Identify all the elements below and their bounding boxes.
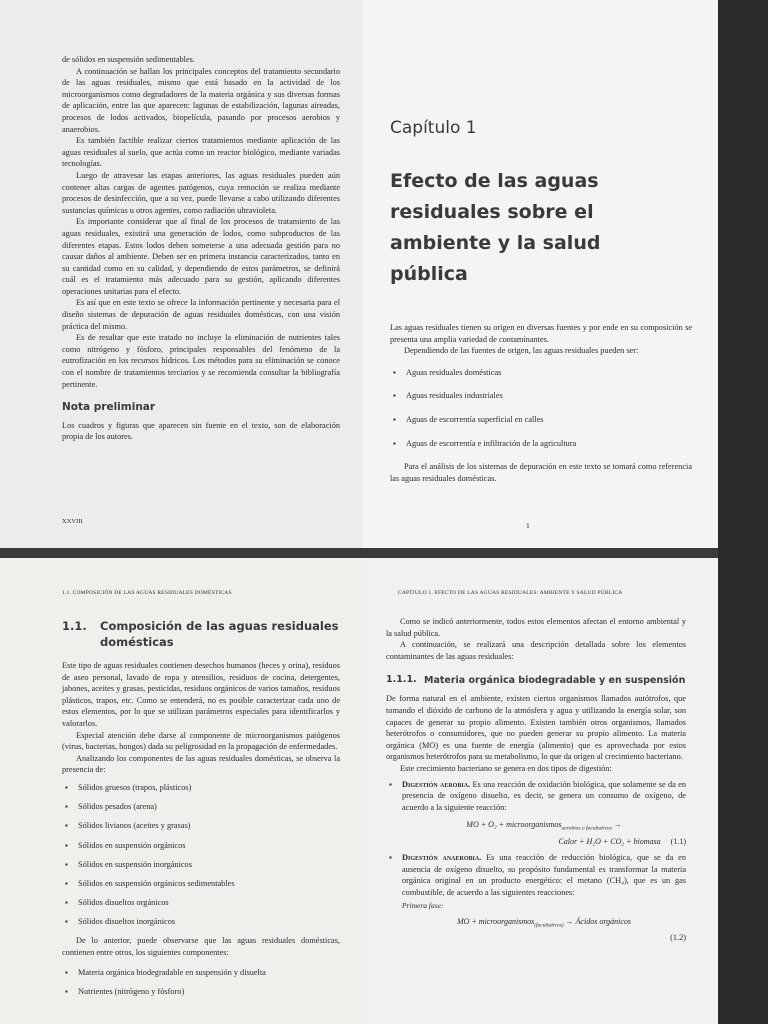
body-text [386,616,686,944]
equation: MO + microorganismos$_{(facultativos)}$ → Ácidos orgánicos [456,917,632,929]
equation-lhs: MO + microorganismos [456,917,535,927]
page-number: 1 [526,521,530,530]
list-item: ▪ Sólidos disueltos orgánicos [62,897,340,909]
list-item [386,852,686,944]
paragraph: de sólidos en suspensión sedimentables. [62,55,195,64]
bullet-list [386,779,686,944]
section-number: 1.1. [62,619,87,633]
bullet-list [62,782,340,928]
term-text: Es una reacción de reducción biológica, que se da en ausencia de oxígeno disuelto, su propósito fundamental es transformar la materia orgánica original en un producto energético: el metano (CH₄), que es un gas combustible, de acuerdo a las siguientes reacciones: [402,853,686,897]
list-item: ▪ Aguas residuales domésticas [390,367,692,379]
paragraph: Como se indicó anteriormente, todos estos elementos afectan el entorno ambiental y la salud pública. [386,617,686,638]
body-text [62,54,340,443]
page-bottom-right [362,558,718,1024]
subsection-title: Materia orgánica biodegradable y en suspensión [424,675,686,687]
body-text [62,660,340,997]
paragraph: A continuación se hallan los principales conceptos del tratamiento secundario de las aguas residuales, mismo que está basado en la actividad de los microorganismos como degradadores de la materia orgánica y sus diversas formas de aplicación, entre las que aparecen: lagunas de estabilización, lagunas aireadas, procesos de lodos activados, biopelícula, pasando por procesos aerobios y anaerobios. [62,66,340,134]
scan-edge [718,0,768,1024]
section-title: Composición de las aguas residuales domésticas [100,619,339,649]
list-item: ▪ Sólidos pesados (arena) [62,801,340,813]
list-item: ▪ Sólidos en suspensión orgánicos sedimentables [62,878,340,890]
list-item: ▪ Sólidos disueltos inorgánicos [62,916,340,928]
list-item: ▪ Materia orgánica biodegradable en suspensión y disuelta [62,967,340,979]
paragraph: A continuación, se realizará una descripción detallada sobre los elementos contaminantes de las aguas residuales: [386,640,686,661]
paragraph: Los cuadros y figuras que aparecen sin fuente en el texto, son de elaboración propia de los autores. [62,420,340,442]
equation-rhs: Ácidos orgánicos [575,917,632,927]
subsection-number: 1.1.1. [386,674,417,686]
paragraph: Es de resaltar que este tratado no incluye la eliminación de nutrientes tales como nitrógeno y fósforo, principales responsables del fenómeno de la eutrofización en los recursos hídricos. Los métodos para su eliminación se conoce con el nombre de tratamientos terciarios y se recomienda consultar la bibliografía pertinente. [62,333,340,389]
term-label: Digestión anaerobia. [402,853,482,863]
page-bottom-left [0,558,362,1024]
page-number: XXVIII [62,518,83,525]
equation-number: (1.2) [670,933,686,943]
equation-subscript: (facultativos) [534,922,564,929]
list-item: ▪ Sólidos en suspensión inorgánicos [62,859,340,871]
paragraph: Este tipo de aguas residuales contienen desechos humanos (heces y orina), residuos de aseo personal, lavado de ropa y utensilios, residuos de cocina, detergentes, jabones, aceites y grasas, pesticidas, residuos orgánicos de varios tamaños, residuos plásticos, trapos, etc. Como se entenderá, no es posible caracterizar cada uno de estos elementos, por lo que se utilizan parámetros especiales para identificarlos y valorarlos. [62,661,340,728]
chapter-title: Efecto de las aguas residuales sobre el ambiente y la salud pública [390,170,601,285]
list-item: ▪ Aguas de escorrentía e infiltración de la agricultura [390,438,692,450]
term-text: Es una reacción de oxidación biológica, que solamente se da en presencia de oxígeno disuelto, es decir, se genera un consumo de oxígeno, de acuerdo a la siguiente reacción: [402,779,687,812]
term-label: Digestión aerobia. [402,779,471,789]
chapter-label: Capítulo 1 [390,118,477,138]
paragraph: Para el análisis de los sistemas de depuración en este texto se tomará como referencia las aguas residuales domésticas. [390,462,692,483]
running-head: 1.1. COMPOSICIÓN DE LAS AGUAS RESIDUALES DOMÉSTICAS [62,590,232,596]
equation: MO + O₂ + microorganismos$_{aerobios o facultativos}$ → [466,820,622,832]
phase-label: Primera fase: [402,901,444,911]
list-item [386,779,686,848]
bullet-list [390,367,692,449]
list-item: ▪ Sólidos gruesos (trapos, plásticos) [62,782,340,794]
list-item: ▪ Sólidos en suspensión orgánicos [62,840,340,852]
bullet-list [62,967,340,998]
page-top-left [0,0,362,548]
paragraph: Dependiendo de las fuentes de origen, las aguas residuales pueden ser: [404,346,639,356]
running-head: CAPÍTULO 1. EFECTO DE LAS AGUAS RESIDUALES: AMBIENTE Y SALUD PÚBLICA [398,590,623,596]
body-text [390,322,692,484]
paragraph: Es también factible realizar ciertos tratamientos mediante aplicación de las aguas residuales al suelo, que actúa como un reactor biológico, mediante variadas tecnologías. [62,136,340,169]
page-divider [0,548,768,558]
paragraph: Es importante considerar que al final de los procesos de tratamiento de las aguas residuales, existirá una generación de lodos, como subproductos de las diferentes etapas. Estos lodos deben someterse a una adecuada gestión para no causar daños al ambiente. Deben ser en primera instancia caracterizados, tanto en su cantidad como en su calidad, y dependiendo de estos parámetros, se definirá cuál es el tratamiento más adecuado para su gestión, aplicando diferentes operaciones unitarias para el efecto. [62,217,340,296]
section-heading: Nota preliminar [62,401,156,414]
list-item: ▪ Aguas residuales industriales [390,390,692,402]
equation [402,836,686,848]
subsection-heading [386,674,686,687]
paragraph: Es así que en este texto se ofrece la información pertinente y necesaria para el diseño sistemas de depuración de aguas residuales domésticas, con una visión práctica del mismo. [62,298,340,331]
equation-number: (1.1) [670,836,686,846]
list-item: ▪ Sólidos livianos (aceites y grasas) [62,820,340,832]
paragraph: Luego de atravesar las etapas anteriores, las aguas residuales pueden aún contener altas cargas de agentes patógenos, cuya remoción se realiza mediante procesos de desinfección, que a su vez, puede llevarse a cabo utilizando diferentes sustancias químicas u otros agentes, como radiación ultravioleta. [62,170,340,215]
paragraph: Analizando los componentes de las aguas residuales domésticas, se observa la presencia de: [62,753,340,775]
paragraph: De lo anterior, puede observarse que las aguas residuales domésticas, contienen entre otros, los siguientes componentes: [62,936,340,958]
equation-lhs: MO + O₂ + microorganismos [466,820,562,830]
paragraph: Este crecimiento bacteriano se genera en dos tipos de digestión: [400,763,612,773]
list-item: ▪ Aguas de escorrentía superficial en calles [390,414,692,426]
list-item: ▪ Nutrientes (nitrógeno y fósforo) [62,986,340,998]
page-top-right [362,0,718,548]
equation-subscript: aerobios o facultativos [561,825,612,832]
equation-rhs: Calor + H₂O + CO₂ + biomasa [558,836,661,846]
paragraph: Especial atención debe darse al componente de microorganismos patógenos (virus, bacterias, hongos) dada su peligrosidad en la propagación de enfermedades. [62,730,340,752]
paragraph: Las aguas residuales tienen su origen en diversas fuentes y por ende en su composición se presenta una amplia variedad de contaminantes. [390,323,692,344]
paragraph: De forma natural en el ambiente, existen ciertos organismos llamados autótrofos, que tomando el dióxido de carbono de la atmósfera y agua y utilizando la energía solar, son capaces de generar su propio alimento. Existen también otros organismos, llamados heterótrofos o consumidores, que no pueden generar su propio alimento. La materia orgánica (MO) es una fuente de energía (alimento) que es aprovechada por estos organismos heterótrofos para su metabolismo, lo que da origen al crecimiento bacteriano. [386,694,686,762]
